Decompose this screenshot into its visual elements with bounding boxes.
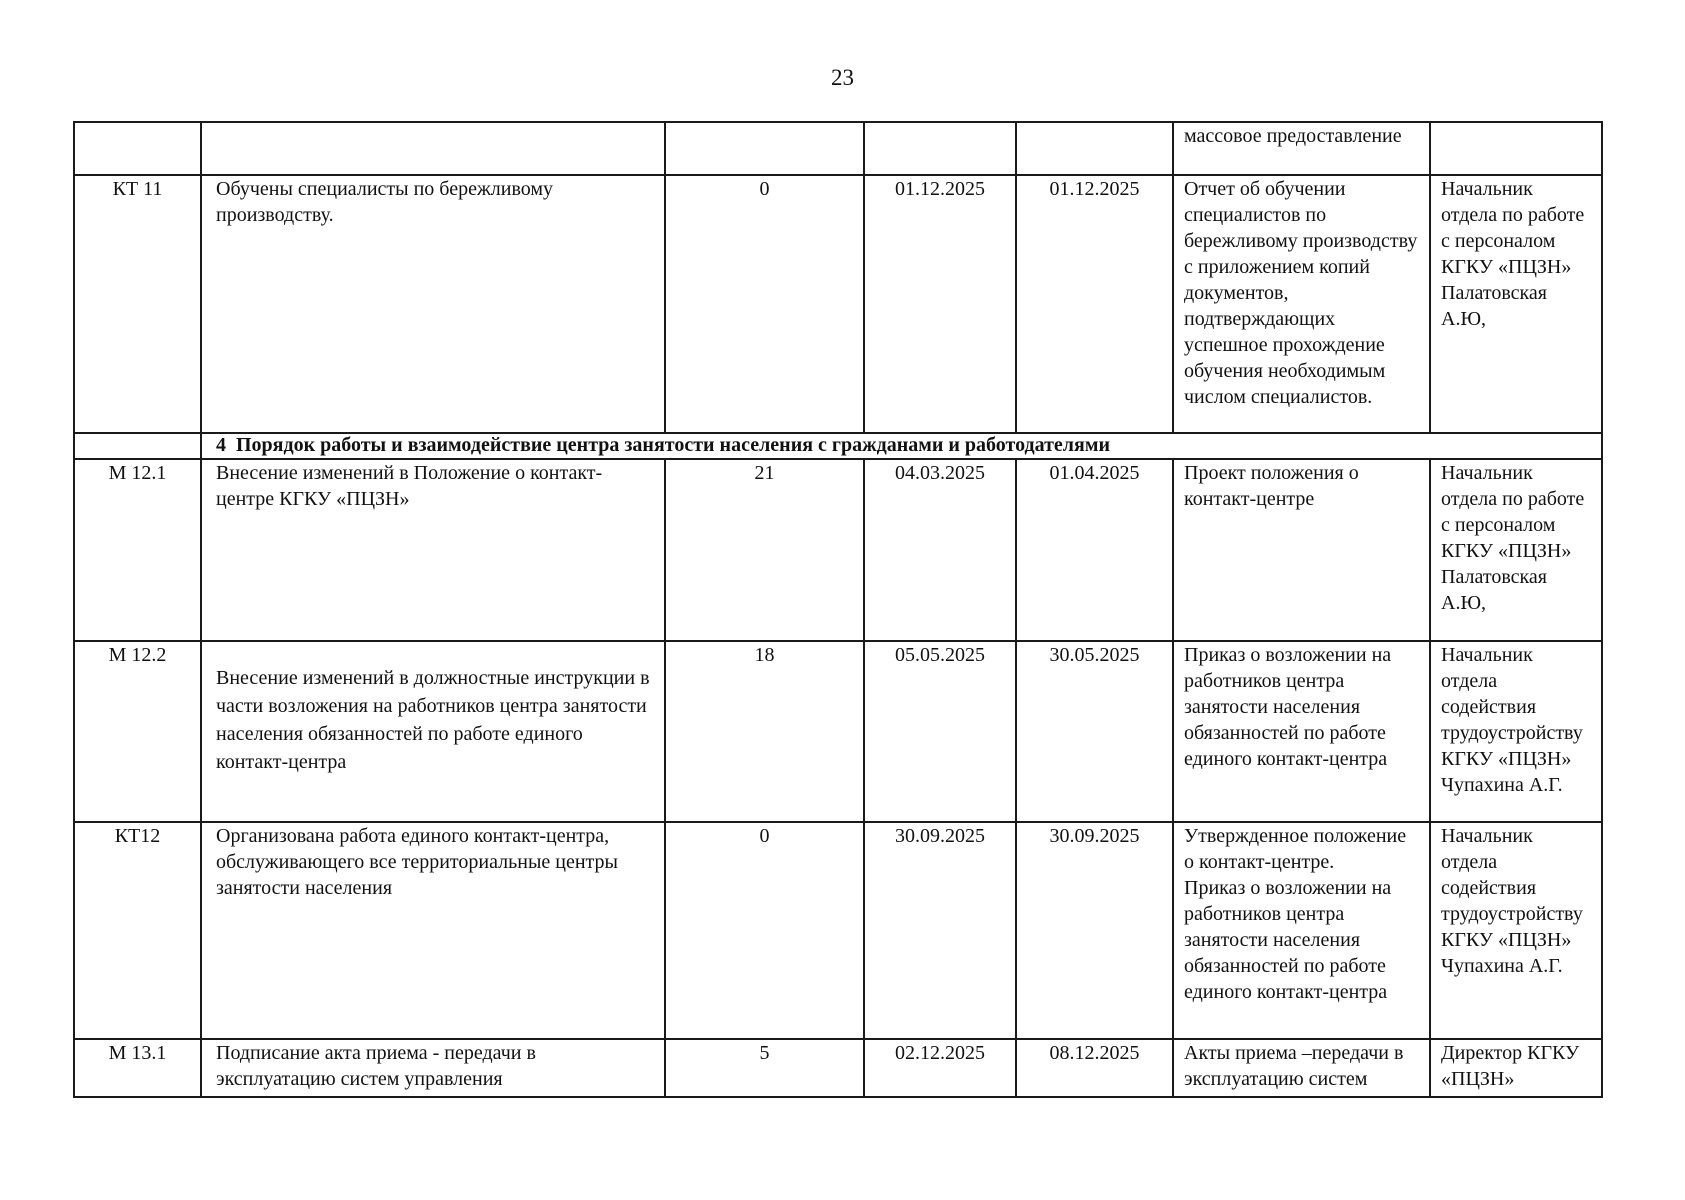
responsible-cell: Начальник отдела по работе с персоналом КГКУ «ПЦЗН» Палатовская А.Ю, (1430, 175, 1602, 433)
table-row (74, 1039, 1602, 1097)
table-row (74, 122, 1602, 175)
section-title: Порядок работы и взаимодействие центра занятости населения с гражданами и работодателями (236, 434, 1110, 456)
row-number: M 13.1 (74, 1039, 201, 1097)
section-row (74, 433, 1602, 459)
table-row (74, 459, 1602, 641)
start-date-cell (864, 122, 1016, 175)
table-row (74, 822, 1602, 1039)
duration-cell: 5 (665, 1039, 864, 1097)
row-number: КТ12 (74, 822, 201, 1039)
end-date-cell: 01.04.2025 (1016, 459, 1173, 641)
start-date-cell: 05.05.2025 (864, 641, 1016, 822)
start-date-cell: 02.12.2025 (864, 1039, 1016, 1097)
task-cell: Внесение изменений в должностные инструкции в части возложения на работников центра занятости населения обязанностей по работе единого контакт-центра (201, 641, 665, 822)
row-number: M 12.1 (74, 459, 201, 641)
section-spacer (74, 433, 201, 459)
responsible-cell: Директор КГКУ «ПЦЗН» (1430, 1039, 1602, 1097)
result-cell: Проект положения о контакт-центре (1173, 459, 1430, 641)
result-cell: Отчет об обучении специалистов по бережливому производству с приложением копий документов, подтверждающих успешное прохождение обучения необходимым числом специалистов. (1173, 175, 1430, 433)
task-cell: Обучены специалисты по бережливому производству. (201, 175, 665, 433)
start-date-cell: 04.03.2025 (864, 459, 1016, 641)
duration-cell (665, 122, 864, 175)
responsible-cell: Начальник отдела содействия трудоустройству КГКУ «ПЦЗН» Чупахина А.Г. (1430, 641, 1602, 822)
responsible-cell (1430, 122, 1602, 175)
task-cell: Внесение изменений в Положение о контакт-центре КГКУ «ПЦЗН» (201, 459, 665, 641)
responsible-cell: Начальник отдела содействия трудоустройству КГКУ «ПЦЗН» Чупахина А.Г. (1430, 822, 1602, 1039)
duration-cell: 18 (665, 641, 864, 822)
end-date-cell (1016, 122, 1173, 175)
result-line: Приказ о возложении на работников центра занятости населения обязанностей по работе единого контакт-центра (1184, 877, 1392, 1003)
duration-cell: 21 (665, 459, 864, 641)
start-date-cell: 30.09.2025 (864, 822, 1016, 1039)
end-date-cell: 30.05.2025 (1016, 641, 1173, 822)
task-cell: Подписание акта приема - передачи в эксплуатацию систем управления (201, 1039, 665, 1097)
end-date-cell: 30.09.2025 (1016, 822, 1173, 1039)
result-cell (1173, 822, 1430, 1039)
start-date-cell: 01.12.2025 (864, 175, 1016, 433)
end-date-cell: 01.12.2025 (1016, 175, 1173, 433)
table-row (74, 641, 1602, 822)
responsible-cell: Начальник отдела по работе с персоналом КГКУ «ПЦЗН» Палатовская А.Ю, (1430, 459, 1602, 641)
plan-table (73, 121, 1603, 1098)
row-number: M 12.2 (74, 641, 201, 822)
end-date-cell: 08.12.2025 (1016, 1039, 1173, 1097)
task-cell (201, 122, 665, 175)
table-row (74, 175, 1602, 433)
duration-cell: 0 (665, 822, 864, 1039)
result-line: Утвержденное положение о контакт-центре. (1184, 825, 1407, 873)
result-cell: массовое предоставление (1173, 122, 1430, 175)
result-cell: Приказ о возложении на работников центра занятости населения обязанностей по работе единого контакт-центра (1173, 641, 1430, 822)
section-heading (201, 433, 1602, 459)
row-number (74, 122, 201, 175)
result-cell: Акты приема –передачи в эксплуатацию систем (1173, 1039, 1430, 1097)
page-number: 23 (831, 65, 854, 90)
duration-cell: 0 (665, 175, 864, 433)
row-number: КТ 11 (74, 175, 201, 433)
task-cell: Организована работа единого контакт-центра, обслуживающего все территориальные центры занятости населения (201, 822, 665, 1039)
section-number: 4 (216, 434, 226, 456)
